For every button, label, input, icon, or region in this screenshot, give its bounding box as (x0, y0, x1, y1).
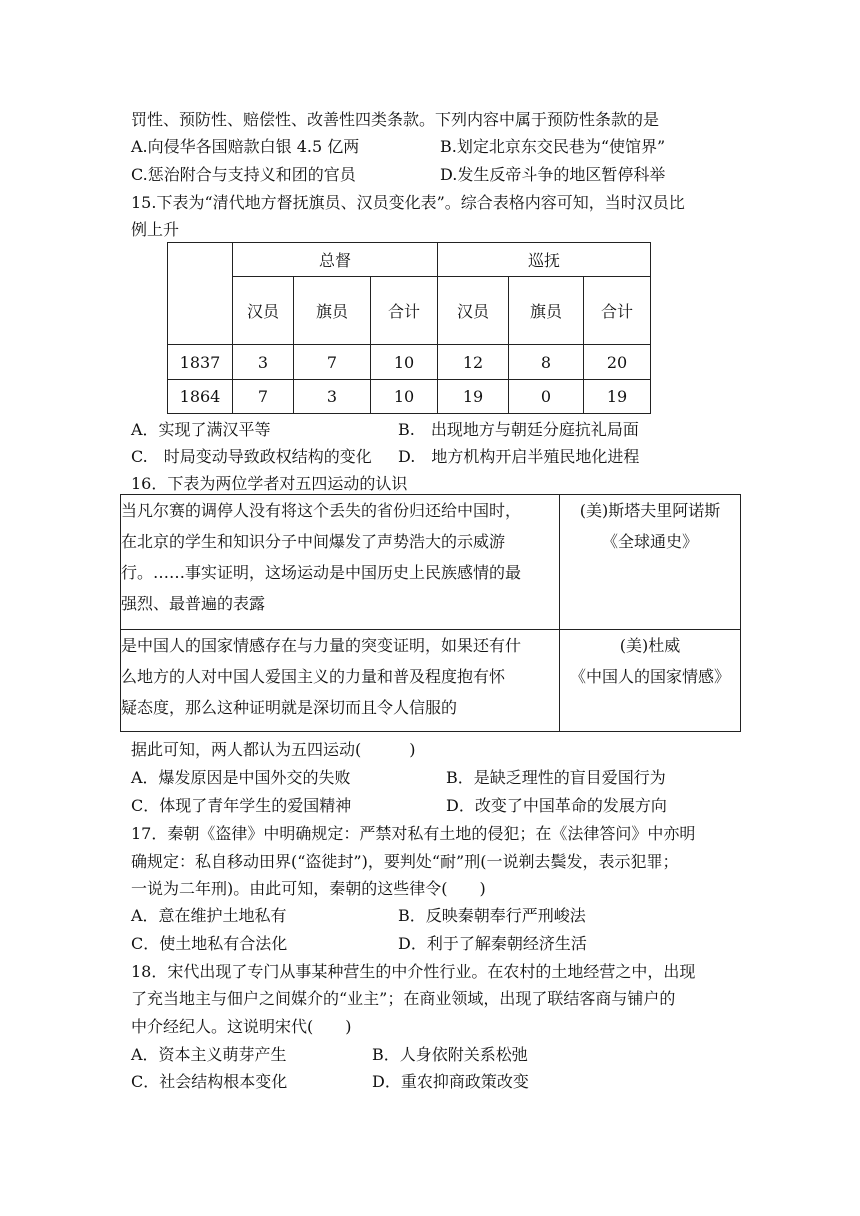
cell: 7 (233, 380, 294, 414)
cell: 0 (509, 380, 584, 414)
row-year: 1837 (168, 345, 233, 380)
q14-option-d: D.发生反帝斗争的地区暂停科举 (440, 165, 666, 184)
q16-option-b: B．是缺乏理性的盲目爱国行为 (446, 768, 666, 787)
q18-stem-line1: 18．宋代出现了专门从事某种营生的中介性行业。在农村的土地经营之中，出现 (131, 962, 696, 981)
quote-dewey: 是中国人的国家情感存在与力量的突变证明，如果还有什 么地方的人对中国人爱国主义的力量和普及程度抱有怀 疑态度，那么这种证明就是深切而且令人信服的 (121, 630, 560, 732)
q18-option-b: B．人身依附关系松弛 (372, 1045, 528, 1064)
header-governor-general: 总督 (233, 243, 438, 277)
cell: 19 (584, 380, 651, 414)
q15-option-b: B. 出现地方与朝廷分庭抗礼局面 (398, 420, 639, 439)
q18-stem-line3: 中介经纪人。这说明宋代( ) (131, 1017, 352, 1036)
q15-option-a: A．实现了满汉平等 (131, 420, 271, 439)
cell: 10 (371, 345, 438, 380)
q16-option-a: A．爆发原因是中国外交的失败 (131, 768, 351, 787)
q17-stem-line2: 确规定：私自移动田界(“盗徙封”)，要判处“耐”刑(一说剃去鬓发，表示犯罪； (131, 852, 679, 871)
table-corner-cell (168, 243, 233, 345)
scholars-table (120, 494, 741, 732)
row-year: 1864 (168, 380, 233, 414)
source-dewey: (美)杜威 《中国人的国家情感》 (560, 630, 741, 732)
cell: 12 (438, 345, 509, 380)
table-row (168, 380, 651, 414)
subheader-total-1: 合计 (371, 277, 438, 345)
q14-option-b: B.划定北京东交民巷为“使馆界” (440, 137, 666, 156)
subheader-han-1: 汉员 (233, 277, 294, 345)
subheader-banner-2: 旗员 (509, 277, 584, 345)
q15-stem-line1: 15.下表为“清代地方督抚旗员、汉员变化表”。综合表格内容可知，当时汉员比 (131, 193, 685, 212)
q18-option-a: A．资本主义萌芽产生 (131, 1045, 287, 1064)
q17-stem-line1: 17．秦朝《盗律》中明确规定：严禁对私有土地的侵犯；在《法律答问》中亦明 (131, 824, 696, 843)
subheader-han-2: 汉员 (438, 277, 509, 345)
q16-question: 据此可知，两人都认为五四运动( ) (131, 740, 416, 759)
q14-option-a: A.向侵华各国赔款白银 4.5 亿两 (131, 137, 360, 156)
cell: 19 (438, 380, 509, 414)
table-row (168, 345, 651, 380)
source-stavrianos: (美)斯塔夫里阿诺斯 《全球通史》 (560, 495, 741, 630)
q14-stem: 罚性、预防性、赔偿性、改善性四类条款。下列内容中属于预防性条款的是 (131, 110, 660, 129)
q15-stem-line2: 例上升 (131, 220, 180, 239)
q17-option-a: A．意在维护土地私有 (131, 906, 287, 925)
subheader-banner-1: 旗员 (294, 277, 371, 345)
quote-stavrianos: 当凡尔赛的调停人没有将这个丢失的省份归还给中国时， 在北京的学生和知识分子中间爆发了声势浩大的示威游 行。……事实证明，这场运动是中国历史上民族感情的最 强烈、最普遍的表露 (121, 495, 560, 630)
q14-option-c: C.惩治附合与支持义和团的官员 (131, 165, 356, 184)
subheader-total-2: 合计 (584, 277, 651, 345)
q17-option-b: B．反映秦朝奉行严刑峻法 (398, 906, 586, 925)
table-row (121, 495, 741, 630)
q17-option-d: D．利于了解秦朝经济生活 (398, 934, 587, 953)
cell: 8 (509, 345, 584, 380)
q15-option-d: D. 地方机构开启半殖民地化进程 (398, 447, 640, 466)
q16-option-d: D．改变了中国革命的发展方向 (446, 796, 667, 815)
q16-stem: 16．下表为两位学者对五四运动的认识 (131, 474, 408, 493)
q18-stem-line2: 了充当地主与佃户之间媒介的“业主”；在商业领域，出现了联结客商与铺户的 (131, 989, 676, 1008)
q17-option-c: C．使土地私有合法化 (131, 934, 288, 953)
q17-stem-line3: 一说为二年刑)。由此可知，秦朝的这些律令( ) (131, 879, 486, 898)
q15-option-c: C. 时局变动导致政权结构的变化 (131, 447, 372, 466)
governors-table (167, 242, 651, 414)
header-governor: 巡抚 (438, 243, 651, 277)
cell: 7 (294, 345, 371, 380)
q18-option-d: D．重农抑商政策改变 (372, 1072, 529, 1091)
cell: 20 (584, 345, 651, 380)
table-row (121, 630, 741, 732)
q16-option-c: C．体现了青年学生的爱国精神 (131, 796, 352, 815)
cell: 10 (371, 380, 438, 414)
cell: 3 (294, 380, 371, 414)
q18-option-c: C．社会结构根本变化 (131, 1072, 288, 1091)
cell: 3 (233, 345, 294, 380)
